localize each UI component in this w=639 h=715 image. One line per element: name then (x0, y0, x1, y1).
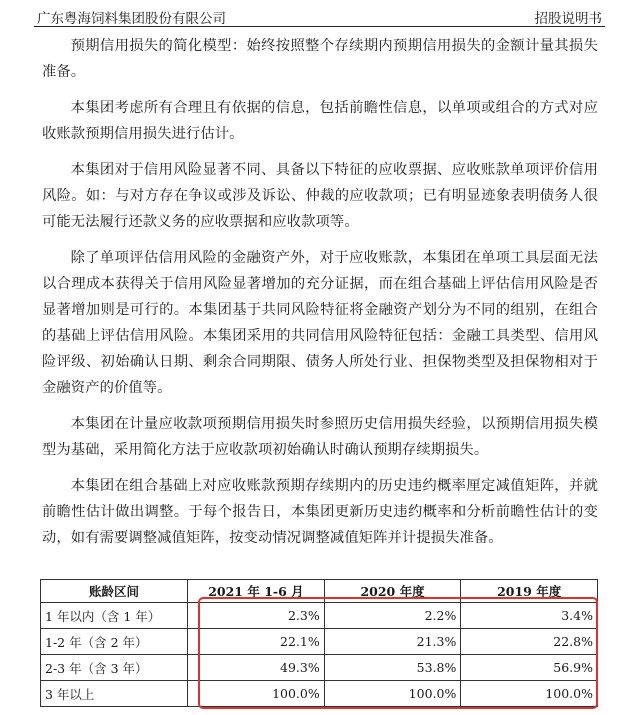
rate-2021-cell: 100.0% (188, 681, 325, 707)
rate-2019-cell: 22.8% (461, 629, 598, 655)
rate-2019-cell: 56.9% (461, 655, 598, 681)
rate-2021-cell: 2.3% (188, 603, 325, 629)
rate-2019-cell: 3.4% (461, 603, 598, 629)
rate-2020-cell: 100.0% (324, 681, 461, 707)
rate-2020-cell: 21.3% (324, 629, 461, 655)
page-header (34, 6, 605, 27)
rate-2020-cell: 2.2% (324, 603, 461, 629)
header-2021-h1: 2021 年 1-6 月 (188, 580, 325, 603)
table-row (41, 629, 598, 655)
rate-2020-cell: 53.8% (324, 655, 461, 681)
aging-rate-table (40, 579, 598, 707)
rate-2021-cell: 49.3% (188, 655, 325, 681)
document-type: 招股说明书 (534, 11, 602, 27)
table-row (41, 603, 598, 629)
paragraph-simplified-model: 预期信用损失的简化模型：始终按照整个存续期内预期信用损失的金额计量其损失准备。 (42, 38, 598, 80)
rate-2019-cell: 100.0% (461, 681, 598, 707)
rate-2021-cell: 22.1% (188, 629, 325, 655)
header-aging-range: 账龄区间 (41, 580, 188, 603)
aging-range-cell: 3 年以上 (41, 681, 188, 707)
paragraph-impairment-matrix: 本集团在组合基础上对应收账款预期存续期内的历史违约概率厘定减值矩阵，并就前瞻性估计做出调整。于每个报告日，本集团更新历史违约概率和分析前瞻性估计的变动，如有需要调整减值矩阵，按变动情况调整减值矩阵并计提损失准备。 (42, 478, 598, 546)
aging-range-cell: 1-2 年（含 2 年） (41, 629, 188, 655)
paragraph-portfolio-assessment: 除了单项评估信用风险的金融资产外，对于应收账款，本集团在单项工具层面无法以合理成本获得关于信用风险显著增加的充分证据，而在组合基础上评估信用风险是否显著增加则是可行的。本集团基于共同风险特征将金融资产划分为不同的组别，在组合的基础上评估信用风险。本集团采用的共同信用风险特征包括：金融工具类型、信用风险评级、初始确认日期、剩余合同期限、债务人所处行业、担保物类型及担保物相对于金融资产的价值等。 (42, 250, 598, 396)
paragraph-forward-looking: 本集团考虑所有合理且有依据的信息，包括前瞻性信息，以单项或组合的方式对应收账款预期信用损失进行估计。 (42, 100, 598, 142)
paragraph-historical-experience: 本集团在计量应收款项预期信用损失时参照历史信用损失经验，以预期信用损失模型为基础，采用简化方法于应收款项初始确认时确认预期存续期损失。 (42, 416, 598, 458)
header-2020: 2020 年度 (324, 580, 461, 603)
company-name: 广东粤海饲料集团股份有限公司 (37, 11, 226, 27)
table-header-row (41, 580, 598, 603)
body-text (42, 33, 598, 561)
paragraph-individual-assessment: 本集团对于信用风险显著不同、具备以下特征的应收票据、应收账款单项评价信用风险。如：与对方存在争议或涉及诉讼、仲裁的应收款项；已有明显迹象表明债务人很可能无法履行还款义务的应收票据和应收款项等。 (42, 162, 598, 230)
aging-range-cell: 1 年以内（含 1 年） (41, 603, 188, 629)
aging-range-cell: 2-3 年（含 3 年） (41, 655, 188, 681)
header-2019: 2019 年度 (461, 580, 598, 603)
table-row (41, 655, 598, 681)
table-row (41, 681, 598, 707)
